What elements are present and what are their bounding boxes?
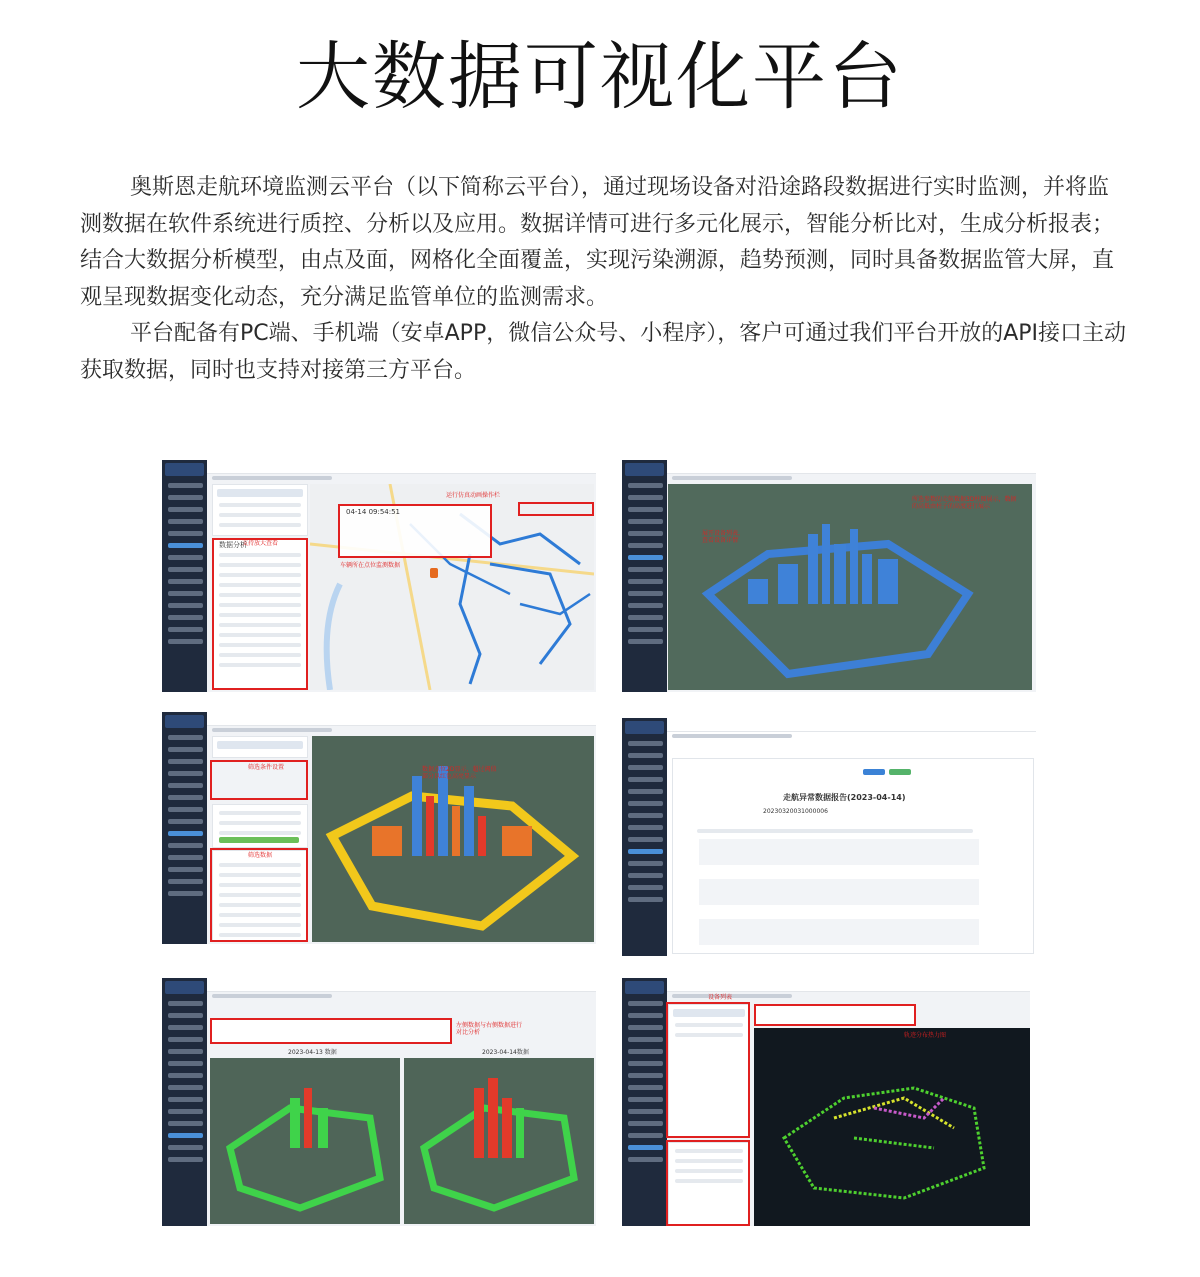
screenshot-heat-trajectory: [622, 978, 1030, 1226]
heat-trajectory-map[interactable]: [754, 1028, 1030, 1226]
label-left: 2023-04-13 数据: [288, 1049, 337, 1056]
note-threshold: 数据点位2D显示，超过阈值部分以红色高亮显示: [422, 766, 497, 780]
intro-paragraph-2: 平台配备有PC端、手机端（安卓APP，微信公众号、小程序），客户可通过我们平台开放的API接口主动获取数据，同时也支持对接第三方平台。: [80, 321, 1127, 383]
screenshot-3d-columns: [622, 460, 1036, 692]
note-device-detail: 展开设备列表，查看设备详情: [702, 530, 745, 544]
vehicle-marker-icon[interactable]: [430, 568, 438, 578]
note-zoom: 支持放大查看: [242, 540, 279, 547]
screenshot-filtered-data: [162, 712, 596, 944]
trajectory-map[interactable]: [310, 484, 594, 690]
sidebar: [162, 460, 207, 692]
satellite-3d-map[interactable]: [668, 484, 1032, 690]
note-3d-columns: 所选参数的走航数据3D柱图展示，数据的高低由柱子的高度进行展示: [912, 496, 1017, 510]
page-title: 大数据可视化平台: [296, 34, 904, 120]
satellite-2d-map[interactable]: [312, 736, 594, 942]
note-filtered: 筛选数据: [248, 852, 273, 859]
report-title: 走航异常数据报告(2023-04-14): [783, 793, 906, 802]
note-device-list: 设备列表: [708, 994, 733, 1001]
compare-map-right[interactable]: [404, 1058, 594, 1224]
screenshot-compare: [162, 978, 596, 1226]
device-number: 20230320031000006: [763, 808, 828, 815]
note-compare: 左侧数据与右侧数据进行对比分析: [456, 1022, 523, 1036]
compare-map-left[interactable]: [210, 1058, 400, 1224]
note-vehicle-data: 车辆所在点位监测数据: [340, 562, 401, 569]
popup-time: 04-14 09:54:51: [346, 508, 401, 516]
panel-title: 数据分析: [219, 541, 247, 549]
screenshot-report: [622, 718, 1036, 956]
intro-paragraph-1: 奥斯恩走航环境监测云平台（以下简称云平台），通过现场设备对沿途路段数据进行实时监测，并将监测数据在软件系统进行质控、分析以及应用。数据详情可进行多元化展示，智能分析比对，生成分析报表；结合大数据分析模型，由点及面，网格化全面覆盖，实现污染溯源，趋势预测，同时具备数据监管大屏，直观呈现数据变化动态，充分满足监管单位的监测需求。: [80, 175, 1115, 310]
note-animation-bar: 运行仿真动画操作栏: [446, 492, 501, 499]
note-heatmap: 轨迹分布热力图: [904, 1032, 947, 1039]
note-filter: 筛选条件设置: [248, 764, 285, 771]
intro-text: [80, 170, 1130, 389]
screenshot-trajectory-map: [162, 460, 596, 692]
label-right: 2023-04-14数据: [482, 1049, 529, 1056]
